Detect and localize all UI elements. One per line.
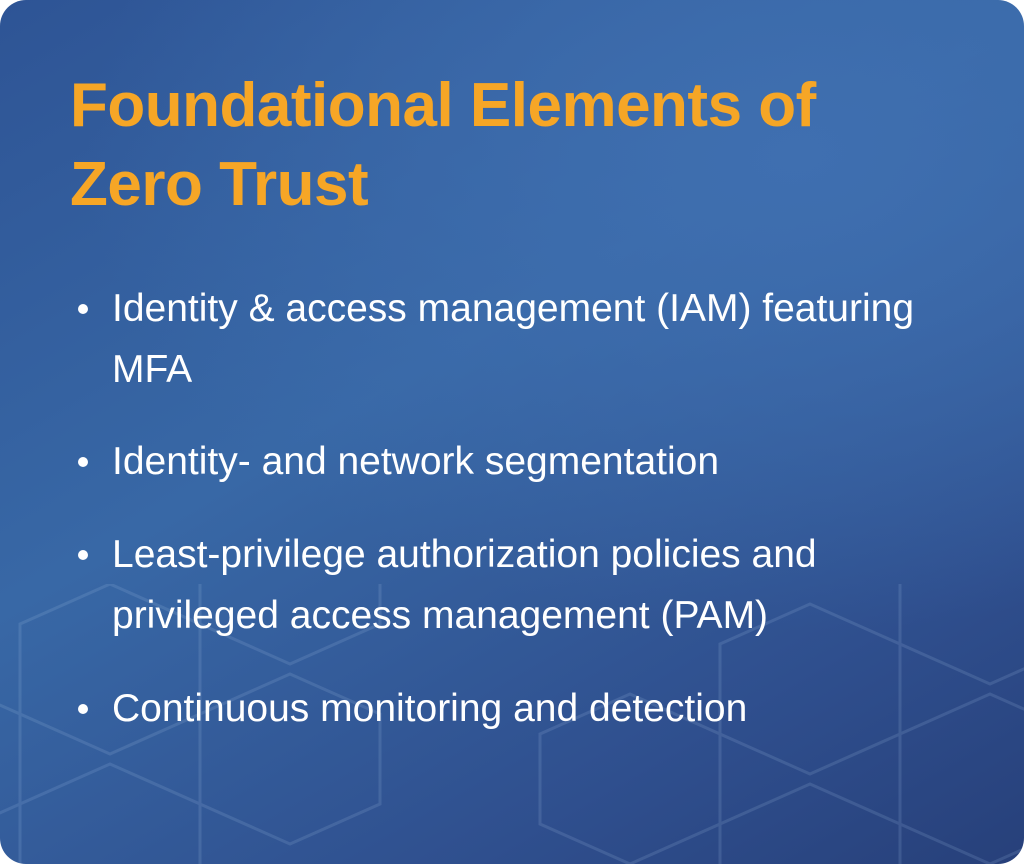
- bullet-dot-icon: [78, 704, 88, 714]
- list-item: [70, 432, 962, 493]
- list-item: [70, 679, 962, 740]
- list-item-text: Identity & access management (IAM) featuring MFA: [112, 286, 915, 391]
- list-item-text: Identity- and network segmentation: [112, 440, 720, 484]
- list-item-text: Least-privilege authorization policies and privileged access management (PAM): [112, 533, 817, 638]
- list-item: [70, 279, 962, 401]
- bullet-dot-icon: [78, 457, 88, 467]
- bullet-list: [70, 279, 962, 740]
- bullet-dot-icon: [78, 304, 88, 314]
- page-title: Foundational Elements of Zero Trust: [70, 71, 816, 220]
- list-item: [70, 525, 962, 647]
- bullet-dot-icon: [78, 550, 88, 560]
- list-item-text: Continuous monitoring and detection: [112, 686, 748, 730]
